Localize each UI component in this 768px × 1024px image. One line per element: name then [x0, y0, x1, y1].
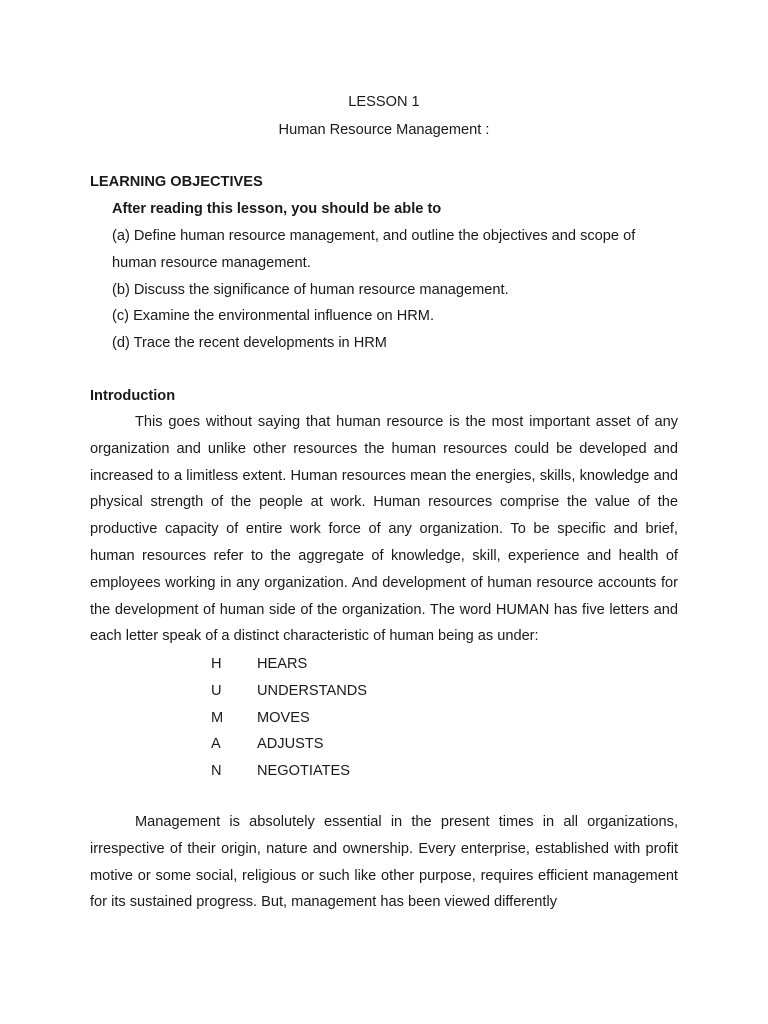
lesson-number: LESSON 1	[348, 94, 420, 110]
acronym-row	[211, 708, 310, 728]
objective-item: (a) Define human resource management, and outline the objectives and scope of	[112, 228, 636, 244]
acronym-letter: M	[211, 710, 224, 726]
acronym-letter: A	[211, 736, 221, 752]
lesson-title: Human Resource Management :	[278, 122, 490, 138]
objective-item: human resource management.	[112, 255, 311, 271]
objective-item: (b) Discuss the significance of human resource management.	[112, 282, 509, 298]
objective-item: (c) Examine the environmental influence on HRM.	[112, 308, 435, 324]
acronym-row	[211, 681, 367, 701]
acronym-word: MOVES	[257, 710, 310, 726]
acronym-row	[211, 734, 324, 754]
management-text: Management is absolutely essential in the present times in all organizations, irrespective of their origin, nature and ownership. Every enterprise, established with profit motive or some social, religious or such like other purpose, requires efficient management for its sustained progress. But, management has been viewed differently	[90, 814, 678, 911]
introduction-heading: Introduction	[90, 388, 176, 404]
acronym-row	[211, 761, 350, 781]
objective-item: (d) Trace the recent developments in HRM	[112, 335, 387, 351]
objectives-heading: LEARNING OBJECTIVES	[90, 174, 263, 190]
introduction-paragraph	[90, 409, 678, 650]
objectives-lead: After reading this lesson, you should be able to	[112, 201, 442, 217]
introduction-text: This goes without saying that human resource is the most important asset of any organization and unlike other resources the human resources could be developed and increased to a limitless extent. Human resources mean the energies, skills, knowledge and physical strength of the people at work. Human resources comprise the value of the productive capacity of entire work force of any organization. To be specific and brief, human resources refer to the aggregate of knowledge, skill, experience and health of employees working in any organization. And development of human resource accounts for the development of human side of the organization. The word HUMAN has five letters and each letter speak of a distinct characteristic of human being as under:	[90, 414, 678, 645]
acronym-letter: N	[211, 763, 222, 779]
acronym-word: UNDERSTANDS	[257, 683, 368, 699]
acronym-letter: U	[211, 683, 222, 699]
management-paragraph	[90, 809, 678, 916]
acronym-word: NEGOTIATES	[257, 763, 350, 779]
acronym-word: ADJUSTS	[257, 736, 324, 752]
acronym-letter: H	[211, 656, 222, 672]
acronym-row	[211, 654, 307, 674]
acronym-word: HEARS	[257, 656, 308, 672]
